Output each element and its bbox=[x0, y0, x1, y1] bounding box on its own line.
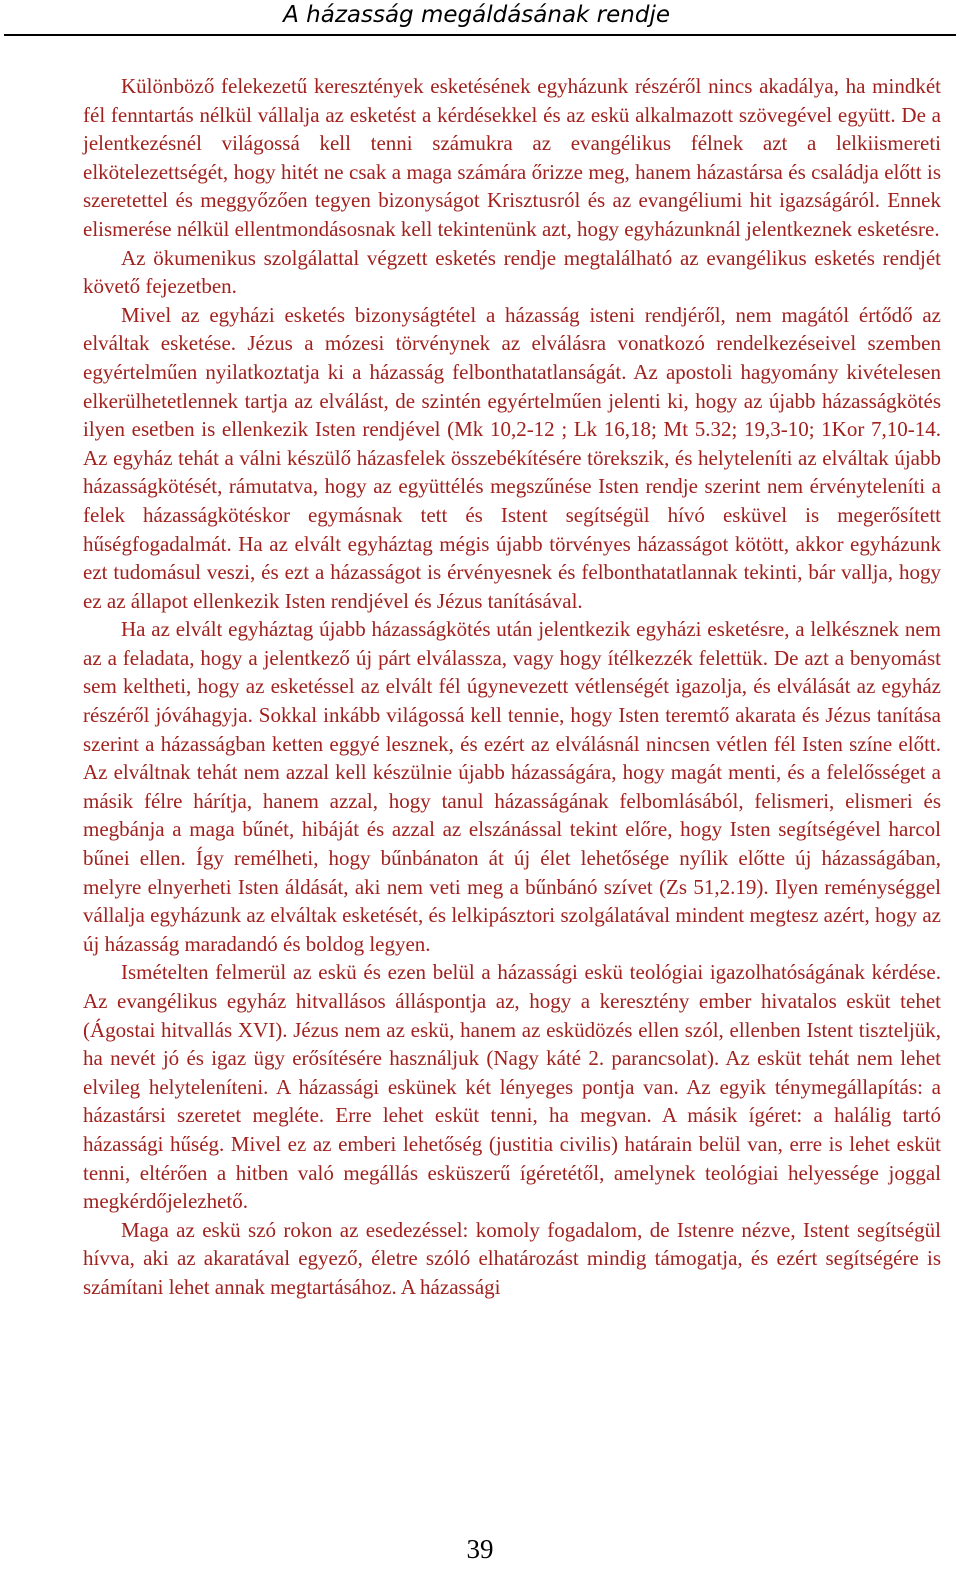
header-title: A házasság megáldásának rendje bbox=[283, 2, 670, 28]
paragraph: Mivel az egyházi esketés bizonyságtétel a házasság isteni rendjéről, nem magától értődő az elváltak esketése. Jézus a mózesi törvénynek az elválásra vonatkozó rendelkezéseivel szemben egyértelműen nyilatkoztatja ki a házasság felbonthatatlanságát. Az apostoli hagyomány kivételesen elkerülhetetlennek tartja az elválást, de szintén egyértelműen jelenti ki, hogy az újabb házasságkötés ilyen esetben is ellenkezik Isten rendjével (Mk 10,2-12 ; Lk 16,18; Mt 5.32; 19,3-10; 1Kor 7,10-14. Az egyház tehát a válni készülő házasfelek összebékítésére törekszik, és helyteleníti az elváltak újabb házasságkötését, rámutatva, hogy az együttélés megszűnése Isten rendje szerint nem érvényteleníti a felek házasságkötéskor egymásnak tett és Istent segítségül hívó esküvel is megerősített hűségfogadalmát. Ha az elvált egyháztag mégis újabb törvényes házasságot kötött, akkor egyházunk ezt tudomásul veszi, és ezt a házasságot is érvényesnek és felbonthatatlannak tekinti, bár vallja, hogy ez az állapot ellenkezik Isten rendjével és Jézus tanításával. bbox=[83, 302, 941, 613]
paragraph: Különböző felekezetű keresztények esketésének egyházunk részéről nincs akadálya, ha mindkét fél fenntartás nélkül vállalja az esketést a kérdésekkel és az eskü alkalmazott szövegével együtt. De a jelentkezésnél világossá kell tenni számukra az evangélikus félnek azt a lelkiismereti elkötelezettségét, hogy hitét ne csak a maga számára őrizze meg, hanem házastársa és családja előtt is szeretettel és meggyőzően tegyen bizonyságot Krisztusról és az evangéliumi hit igazságáról. Ennek elismerése nélkül ellentmondásosnak kell tekintenünk azt, hogy egyházunknál jelentkeznek esketésre. bbox=[83, 74, 941, 241]
header-divider bbox=[4, 34, 956, 36]
paragraph: Ha az elvált egyháztag újabb házasságkötés után jelentkezik egyházi esketésre, a lelkésznek nem az a feladata, hogy a jelentkező új párt elválassza, vagy hogy ítélkezzék felettük. De azt a benyomást sem keltheti, hogy az esketéssel az elvált fél úgynevezett vétlenségét igazolja, és elválását az egyház részéről jóváhagyja. Sokkal inkább világossá kell tennie, hogy Isten teremtő akarata és Jézus tanítása szerint a házasságban ketten eggyé lesznek, és ezért az elválásnál nincsen vétlen fél Isten színe előtt. Az elváltnak tehát nem azzal kell készülnie újabb házasságára, hogy magát menti, és a felelősséget a másik félre hárítja, hanem azzal, hogy tanul házasságának felbomlásából, felismeri, elismeri és megbánja a maga bűnét, hibáját és azzal az elszánással tekint előre, hogy Isten segítségével harcol bűnei ellen. Így remélheti, hogy bűnbánaton át új élet lehetősége nyílik előtte új házasságában, melyre elnyerheti Isten áldását, aki nem veti meg a bűnbánó szívet (Zs 51,2.19). Ilyen reménységgel vállalja egyházunk az elváltak esketését, és lelkipásztori szolgálatával mindent megtesz azért, hogy az új házasság maradandó és boldog legyen. bbox=[83, 617, 941, 956]
paragraph: Maga az eskü szó rokon az esedezéssel: komoly fogadalom, de Istenre nézve, Istent segítségül hívva, aki az akaratával egyező, életre szóló elhatározást mindig támogatja, és ezért segítségére is számítani lehet annak megtartásához. A házassági bbox=[83, 1217, 941, 1299]
running-header bbox=[0, 0, 960, 36]
paragraph: Ismételten felmerül az eskü és ezen belül a házassági eskü teológiai igazolhatóságának kérdése. Az evangélikus egyház hitvallásos álláspontja az, hogy a keresztény ember hivatalos esküt tehet (Ágostai hitvallás XVI). Jézus nem az eskü, hanem az esküdözés ellen szól, ellenben Istent tiszteljük, ha nevét jó és igaz ügy erősítésére használjuk (Nagy káté 2. parancsolat). Az esküt tehát nem lehet elvileg helyteleníteni. A házassági eskünek két lényeges pontja van. Az egyik ténymegállapítás: a házastársi szeretet megléte. Erre lehet esküt tenni, ha megvan. A másik ígéret: a halálig tartó házassági hűség. Mivel ez az emberi lehetőség (justitia civilis) határain belül van, erre is lehet esküt tenni, eltérően a hitben való megállás esküszerű ígéretétől, amelynek teológiai helyessége joggal megkérdőjelezhető. bbox=[83, 960, 941, 1214]
paragraph: Az ökumenikus szolgálattal végzett esketés rendje megtalálható az evangélikus esketés rendjét követő fejezetben. bbox=[83, 245, 941, 299]
body-text bbox=[83, 72, 941, 1302]
page-number: 39 bbox=[466, 1534, 494, 1564]
